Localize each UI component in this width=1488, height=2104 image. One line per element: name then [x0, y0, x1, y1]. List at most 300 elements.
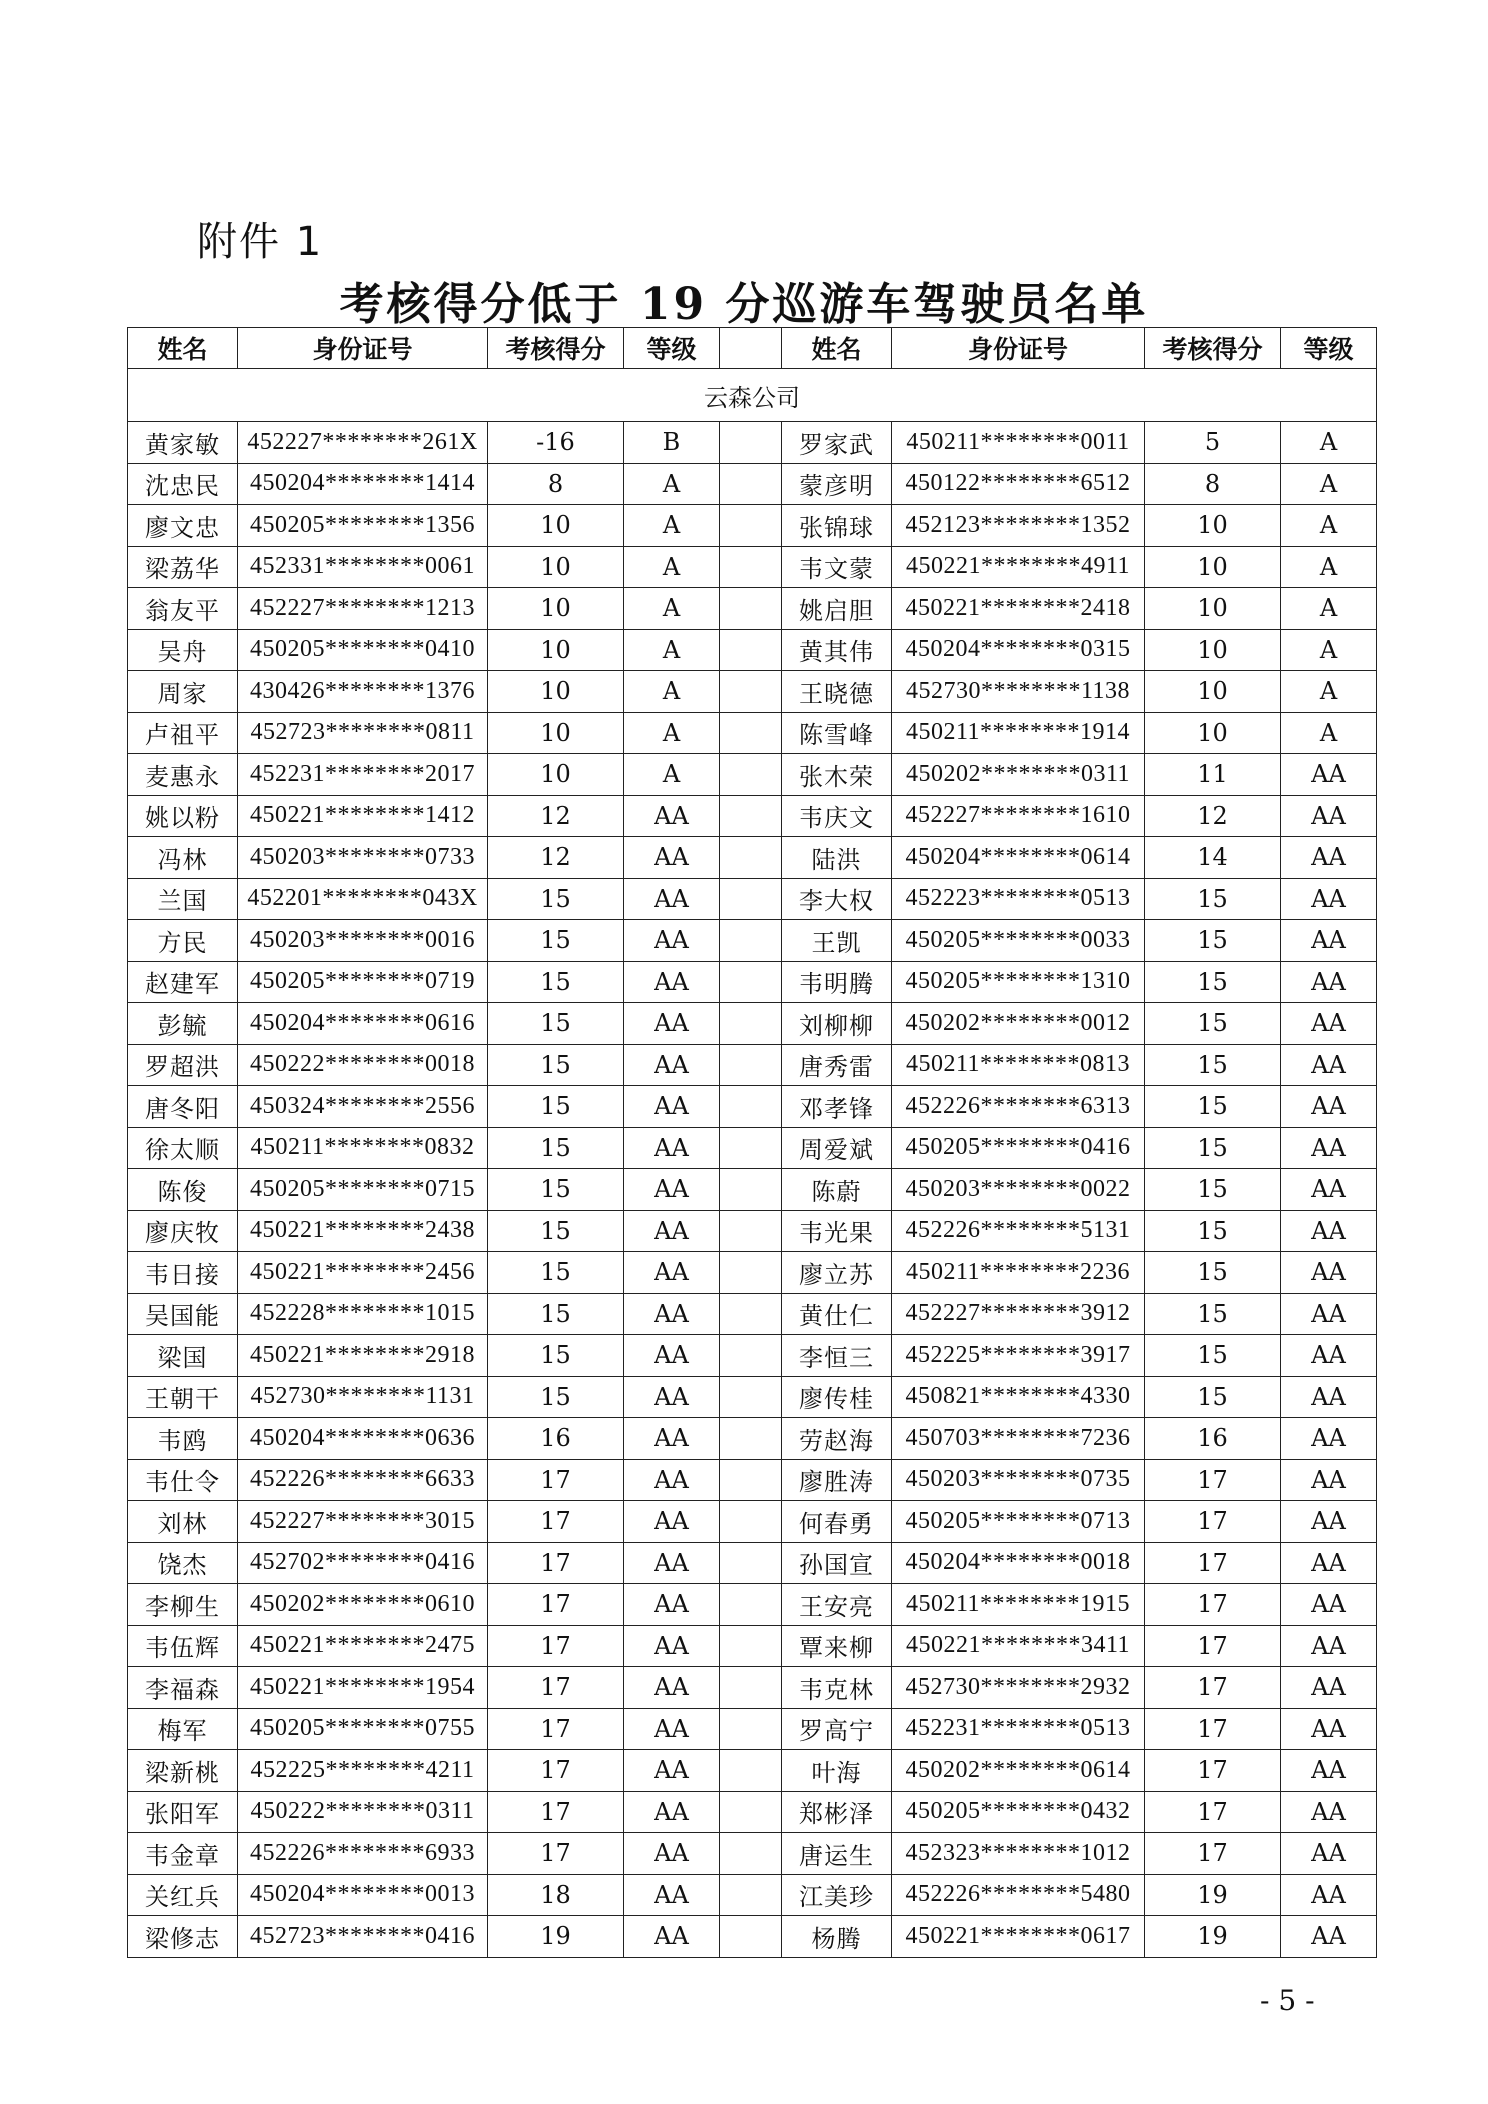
column-gap: [720, 546, 782, 588]
grade: AA: [1281, 1210, 1377, 1252]
column-gap: [720, 1542, 782, 1584]
driver-name: 罗超洪: [128, 1044, 238, 1086]
driver-name: 彭毓: [128, 1003, 238, 1045]
grade: AA: [624, 1459, 720, 1501]
score: 17: [1145, 1542, 1281, 1584]
id-number: 450205********0416: [892, 1127, 1145, 1169]
id-number: 450204********1414: [238, 463, 488, 505]
id-number: 450221********2918: [238, 1335, 488, 1377]
column-gap: [720, 837, 782, 879]
driver-name: 姚启胆: [782, 588, 892, 630]
grade: AA: [1281, 1003, 1377, 1045]
column-gap: [720, 1335, 782, 1377]
score: 17: [488, 1708, 624, 1750]
grade: AA: [1281, 1169, 1377, 1211]
grade: AA: [1281, 1625, 1377, 1667]
grade: AA: [1281, 1252, 1377, 1294]
id-number: 450204********0616: [238, 1003, 488, 1045]
id-number: 450205********1310: [892, 961, 1145, 1003]
column-gap: [720, 588, 782, 630]
driver-name: 赵建军: [128, 961, 238, 1003]
id-number: 450204********0315: [892, 629, 1145, 671]
driver-name: 韦克林: [782, 1667, 892, 1709]
id-number: 450211********0832: [238, 1127, 488, 1169]
table-row: [128, 1127, 1377, 1169]
table-row: [128, 1293, 1377, 1335]
grade: AA: [1281, 878, 1377, 920]
id-number: 452702********0416: [238, 1542, 488, 1584]
column-gap: [720, 1293, 782, 1335]
grade: A: [1281, 422, 1377, 464]
attachment-label: 附件 1: [197, 219, 324, 265]
grade: AA: [1281, 754, 1377, 796]
table-row: [128, 671, 1377, 713]
id-number: 450221********2438: [238, 1210, 488, 1252]
id-number: 452723********0416: [238, 1916, 488, 1958]
grade: AA: [1281, 1086, 1377, 1128]
score: 17: [1145, 1750, 1281, 1792]
score: 17: [1145, 1625, 1281, 1667]
driver-name: 梁荔华: [128, 546, 238, 588]
driver-name: 韦仕令: [128, 1459, 238, 1501]
table-row: [128, 1625, 1377, 1667]
score: 10: [1145, 671, 1281, 713]
id-number: 452223********0513: [892, 878, 1145, 920]
table-row: [128, 754, 1377, 796]
table-row: [128, 1044, 1377, 1086]
driver-name: 郑彬泽: [782, 1791, 892, 1833]
column-gap: [720, 878, 782, 920]
driver-name: 陈雪峰: [782, 712, 892, 754]
table-row: [128, 1003, 1377, 1045]
table-row: [128, 837, 1377, 879]
id-number: 452331********0061: [238, 546, 488, 588]
score: 17: [1145, 1708, 1281, 1750]
id-number: 452226********6633: [238, 1459, 488, 1501]
driver-name: 唐秀雷: [782, 1044, 892, 1086]
column-gap: [720, 920, 782, 962]
grade: AA: [624, 1252, 720, 1294]
grade: AA: [624, 1003, 720, 1045]
id-number: 450221********1954: [238, 1667, 488, 1709]
score: 17: [488, 1667, 624, 1709]
grade: AA: [1281, 1708, 1377, 1750]
id-number: 452201********043X: [238, 878, 488, 920]
grade: A: [1281, 463, 1377, 505]
grade: AA: [1281, 1293, 1377, 1335]
table-row: [128, 1667, 1377, 1709]
driver-name: 孙国宣: [782, 1542, 892, 1584]
id-number: 452730********1131: [238, 1376, 488, 1418]
score: 15: [488, 878, 624, 920]
column-gap: [720, 1127, 782, 1169]
grade: AA: [624, 1750, 720, 1792]
column-gap: [720, 712, 782, 754]
score: 19: [1145, 1916, 1281, 1958]
header-score: 考核得分: [488, 328, 624, 369]
grade: AA: [624, 1916, 720, 1958]
grade: AA: [1281, 1044, 1377, 1086]
driver-name: 兰国: [128, 878, 238, 920]
driver-name: 叶海: [782, 1750, 892, 1792]
grade: A: [624, 546, 720, 588]
id-number: 450221********4911: [892, 546, 1145, 588]
table-row: [128, 1750, 1377, 1792]
driver-name: 韦明腾: [782, 961, 892, 1003]
table-row: [128, 1501, 1377, 1543]
table-row: [128, 1874, 1377, 1916]
driver-name: 冯林: [128, 837, 238, 879]
grade: AA: [1281, 1667, 1377, 1709]
score: 15: [1145, 920, 1281, 962]
driver-name: 张阳军: [128, 1791, 238, 1833]
id-number: 450202********0012: [892, 1003, 1145, 1045]
driver-name: 陆洪: [782, 837, 892, 879]
driver-name: 廖传桂: [782, 1376, 892, 1418]
driver-name: 韦光果: [782, 1210, 892, 1252]
id-number: 450211********1915: [892, 1584, 1145, 1626]
table-row: [128, 878, 1377, 920]
driver-name: 李大权: [782, 878, 892, 920]
table-row: [128, 629, 1377, 671]
column-gap: [720, 1501, 782, 1543]
score: 17: [1145, 1833, 1281, 1875]
column-gap: [720, 1003, 782, 1045]
score: 8: [1145, 463, 1281, 505]
column-gap: [720, 1169, 782, 1211]
grade: A: [624, 463, 720, 505]
driver-table: [127, 327, 1377, 1958]
id-number: 452225********4211: [238, 1750, 488, 1792]
grade: AA: [1281, 837, 1377, 879]
score: 10: [1145, 712, 1281, 754]
driver-name: 韦庆文: [782, 795, 892, 837]
id-number: 450222********0018: [238, 1044, 488, 1086]
table-row: [128, 1335, 1377, 1377]
driver-name: 沈忠民: [128, 463, 238, 505]
column-gap: [720, 1833, 782, 1875]
score: 11: [1145, 754, 1281, 796]
driver-name: 廖庆牧: [128, 1210, 238, 1252]
table-row: [128, 1376, 1377, 1418]
column-gap: [720, 1750, 782, 1792]
id-number: 450222********0311: [238, 1791, 488, 1833]
id-number: 450221********1412: [238, 795, 488, 837]
id-number: 450211********0011: [892, 422, 1145, 464]
score: 17: [1145, 1501, 1281, 1543]
grade: AA: [624, 1376, 720, 1418]
score: 15: [1145, 878, 1281, 920]
score: 12: [488, 795, 624, 837]
id-number: 450205********0755: [238, 1708, 488, 1750]
score: 10: [1145, 588, 1281, 630]
id-number: 450221********2475: [238, 1625, 488, 1667]
grade: AA: [1281, 920, 1377, 962]
score: 8: [488, 463, 624, 505]
driver-name: 李福森: [128, 1667, 238, 1709]
id-number: 450211********0813: [892, 1044, 1145, 1086]
score: 16: [488, 1418, 624, 1460]
driver-name: 周爱斌: [782, 1127, 892, 1169]
score: 15: [488, 1003, 624, 1045]
grade: AA: [1281, 1584, 1377, 1626]
id-number: 452723********0811: [238, 712, 488, 754]
score: 15: [488, 961, 624, 1003]
score: 15: [488, 1086, 624, 1128]
column-gap: [720, 1916, 782, 1958]
driver-name: 梁新桃: [128, 1750, 238, 1792]
id-number: 450221********3411: [892, 1625, 1145, 1667]
grade: A: [624, 588, 720, 630]
column-gap: [720, 961, 782, 1003]
driver-name: 陈蔚: [782, 1169, 892, 1211]
driver-name: 王凯: [782, 920, 892, 962]
id-number: 452123********1352: [892, 505, 1145, 547]
grade: A: [624, 671, 720, 713]
score: 17: [488, 1625, 624, 1667]
table-row: [128, 1169, 1377, 1211]
driver-name: 韦金章: [128, 1833, 238, 1875]
id-number: 450203********0022: [892, 1169, 1145, 1211]
id-number: 450204********0013: [238, 1874, 488, 1916]
driver-name: 罗高宁: [782, 1708, 892, 1750]
score: 10: [488, 505, 624, 547]
driver-name: 饶杰: [128, 1542, 238, 1584]
score: 15: [1145, 1169, 1281, 1211]
driver-name: 王朝干: [128, 1376, 238, 1418]
id-number: 450205********0033: [892, 920, 1145, 962]
driver-name: 徐太顺: [128, 1127, 238, 1169]
score: 15: [488, 1335, 624, 1377]
driver-name: 唐运生: [782, 1833, 892, 1875]
driver-name: 唐冬阳: [128, 1086, 238, 1128]
grade: AA: [1281, 1542, 1377, 1584]
table-row: [128, 920, 1377, 962]
id-number: 450205********0719: [238, 961, 488, 1003]
score: 10: [1145, 629, 1281, 671]
score: 17: [488, 1584, 624, 1626]
driver-name: 韦鸥: [128, 1418, 238, 1460]
driver-name: 邓孝锋: [782, 1086, 892, 1128]
column-gap: [720, 1210, 782, 1252]
column-gap: [720, 754, 782, 796]
driver-name: 姚以粉: [128, 795, 238, 837]
company-name: 云森公司: [128, 369, 1377, 422]
grade: AA: [624, 837, 720, 879]
grade: AA: [624, 1086, 720, 1128]
grade: A: [624, 754, 720, 796]
grade: AA: [624, 1791, 720, 1833]
driver-name: 梁国: [128, 1335, 238, 1377]
header-id: 身份证号: [892, 328, 1145, 369]
score: 10: [1145, 505, 1281, 547]
driver-name: 周家: [128, 671, 238, 713]
score: 19: [1145, 1874, 1281, 1916]
grade: AA: [624, 1667, 720, 1709]
score: 15: [1145, 1376, 1281, 1418]
column-gap: [720, 795, 782, 837]
id-number: 450221********2418: [892, 588, 1145, 630]
column-gap: [720, 1667, 782, 1709]
score: 15: [488, 1252, 624, 1294]
column-gap: [720, 422, 782, 464]
table-row: [128, 1833, 1377, 1875]
score: 15: [488, 1044, 624, 1086]
score: 15: [488, 1210, 624, 1252]
driver-name: 卢祖平: [128, 712, 238, 754]
grade: AA: [1281, 1376, 1377, 1418]
id-number: 452227********1213: [238, 588, 488, 630]
header-name: 姓名: [782, 328, 892, 369]
score: 17: [488, 1750, 624, 1792]
table-row: [128, 1791, 1377, 1833]
driver-name: 廖立苏: [782, 1252, 892, 1294]
column-gap: [720, 505, 782, 547]
table-row: [128, 1916, 1377, 1958]
grade: AA: [1281, 961, 1377, 1003]
score: 17: [1145, 1791, 1281, 1833]
grade: AA: [1281, 1127, 1377, 1169]
driver-name: 韦伍辉: [128, 1625, 238, 1667]
id-number: 452227********1610: [892, 795, 1145, 837]
grade: AA: [624, 1584, 720, 1626]
grade: AA: [624, 1625, 720, 1667]
score: 15: [1145, 1252, 1281, 1294]
id-number: 452231********2017: [238, 754, 488, 796]
id-number: 450221********2456: [238, 1252, 488, 1294]
score: 15: [1145, 1127, 1281, 1169]
grade: AA: [624, 1169, 720, 1211]
id-number: 452227********3015: [238, 1501, 488, 1543]
score: 15: [488, 1127, 624, 1169]
table-row: [128, 1584, 1377, 1626]
id-number: 450821********4330: [892, 1376, 1145, 1418]
driver-name: 覃来柳: [782, 1625, 892, 1667]
score: 10: [488, 629, 624, 671]
score: 10: [488, 671, 624, 713]
table-row: [128, 1252, 1377, 1294]
grade: AA: [1281, 1750, 1377, 1792]
table-row: [128, 588, 1377, 630]
score: 10: [488, 754, 624, 796]
grade: AA: [624, 1874, 720, 1916]
score: 15: [488, 1376, 624, 1418]
grade: A: [624, 712, 720, 754]
id-number: 450211********2236: [892, 1252, 1145, 1294]
score: -16: [488, 422, 624, 464]
score: 15: [488, 1293, 624, 1335]
score: 17: [488, 1833, 624, 1875]
score: 5: [1145, 422, 1281, 464]
driver-name: 李恒三: [782, 1335, 892, 1377]
driver-name: 梁修志: [128, 1916, 238, 1958]
driver-name: 吴国能: [128, 1293, 238, 1335]
table-row: [128, 795, 1377, 837]
grade: A: [1281, 588, 1377, 630]
id-number: 452226********6933: [238, 1833, 488, 1875]
header-id: 身份证号: [238, 328, 488, 369]
grade: AA: [624, 1418, 720, 1460]
id-number: 450202********0610: [238, 1584, 488, 1626]
table-row: [128, 712, 1377, 754]
table-row: [128, 1708, 1377, 1750]
grade: AA: [1281, 1418, 1377, 1460]
id-number: 450211********1914: [892, 712, 1145, 754]
driver-name: 刘柳柳: [782, 1003, 892, 1045]
id-number: 450204********0614: [892, 837, 1145, 879]
grade: A: [1281, 505, 1377, 547]
id-number: 450205********0410: [238, 629, 488, 671]
driver-name: 翁友平: [128, 588, 238, 630]
table-row: [128, 1542, 1377, 1584]
score: 15: [488, 920, 624, 962]
column-gap: [720, 1708, 782, 1750]
score: 17: [1145, 1584, 1281, 1626]
score: 12: [488, 837, 624, 879]
driver-name: 王晓德: [782, 671, 892, 713]
id-number: 450203********0735: [892, 1459, 1145, 1501]
driver-name: 黄其伟: [782, 629, 892, 671]
grade: AA: [1281, 1916, 1377, 1958]
grade: AA: [624, 1708, 720, 1750]
score: 14: [1145, 837, 1281, 879]
id-number: 450204********0636: [238, 1418, 488, 1460]
id-number: 430426********1376: [238, 671, 488, 713]
grade: AA: [1281, 795, 1377, 837]
column-gap: [720, 671, 782, 713]
id-number: 450202********0311: [892, 754, 1145, 796]
grade: A: [624, 505, 720, 547]
score: 17: [488, 1459, 624, 1501]
column-gap: [720, 463, 782, 505]
document-title: 考核得分低于 19 分巡游车驾驶员名单: [339, 279, 1149, 330]
table-row: [128, 422, 1377, 464]
id-number: 450204********0018: [892, 1542, 1145, 1584]
driver-name: 刘林: [128, 1501, 238, 1543]
table-row: [128, 546, 1377, 588]
score: 15: [1145, 1210, 1281, 1252]
score: 10: [488, 712, 624, 754]
column-gap: [720, 1584, 782, 1626]
score: 15: [1145, 1044, 1281, 1086]
driver-name: 何春勇: [782, 1501, 892, 1543]
id-number: 450205********0432: [892, 1791, 1145, 1833]
grade: AA: [624, 1335, 720, 1377]
driver-name: 廖胜涛: [782, 1459, 892, 1501]
column-gap: [720, 1418, 782, 1460]
id-number: 450202********0614: [892, 1750, 1145, 1792]
driver-name: 梅军: [128, 1708, 238, 1750]
column-gap: [720, 1791, 782, 1833]
grade: B: [624, 422, 720, 464]
driver-name: 黄家敏: [128, 422, 238, 464]
grade: AA: [1281, 1791, 1377, 1833]
score: 15: [488, 1169, 624, 1211]
driver-name: 方民: [128, 920, 238, 962]
column-gap: [720, 1044, 782, 1086]
grade: AA: [624, 1127, 720, 1169]
grade: AA: [624, 1833, 720, 1875]
driver-name: 吴舟: [128, 629, 238, 671]
driver-name: 江美珍: [782, 1874, 892, 1916]
grade: AA: [624, 1044, 720, 1086]
id-number: 450703********7236: [892, 1418, 1145, 1460]
grade: AA: [1281, 1833, 1377, 1875]
table-row: [128, 1418, 1377, 1460]
header-score: 考核得分: [1145, 328, 1281, 369]
score: 19: [488, 1916, 624, 1958]
driver-name: 韦日接: [128, 1252, 238, 1294]
